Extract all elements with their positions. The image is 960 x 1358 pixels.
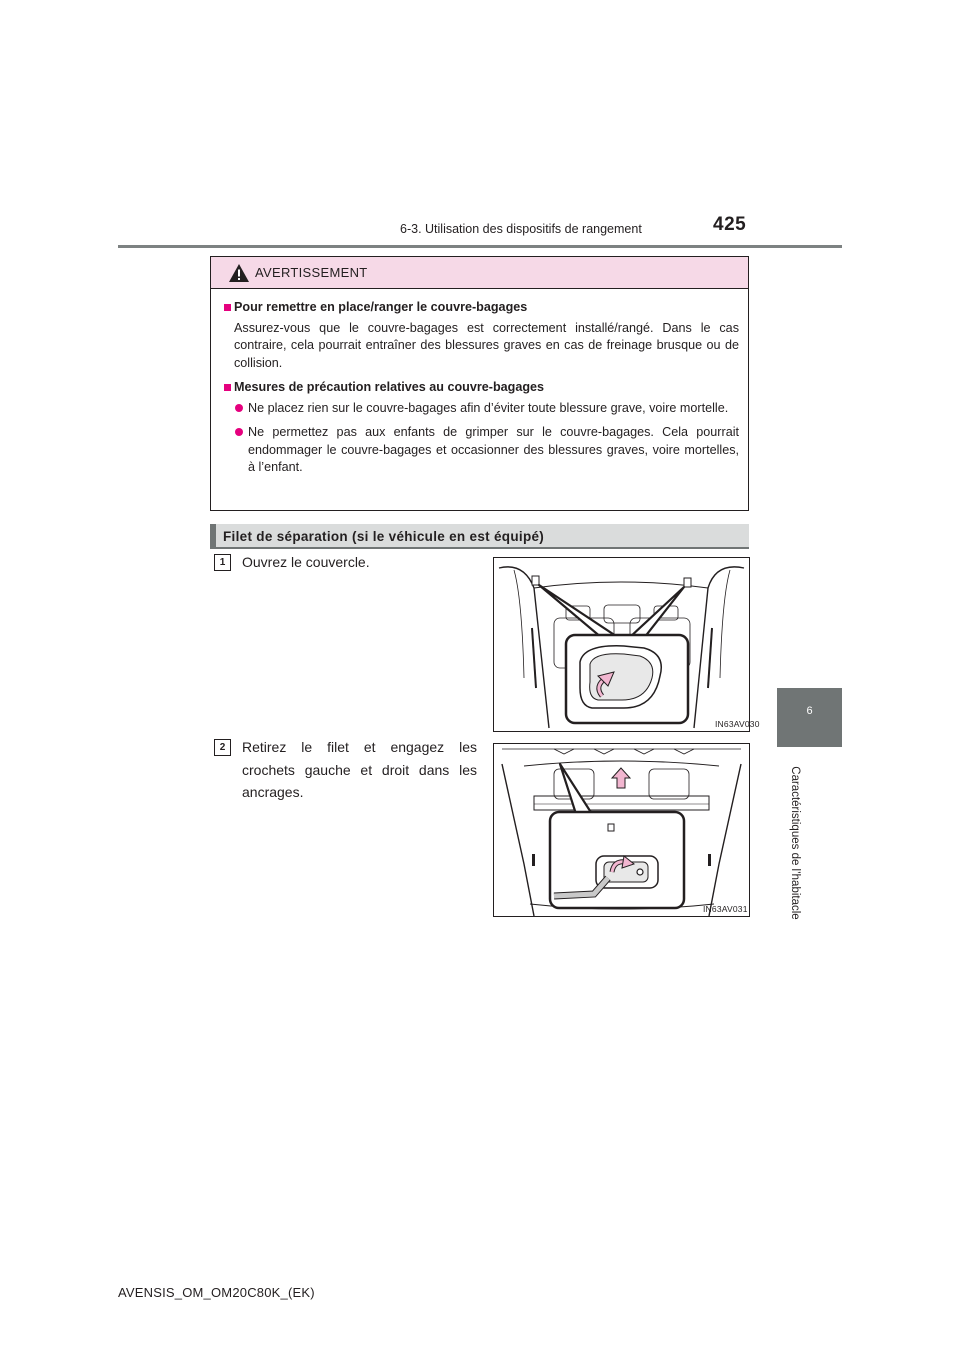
warning-bullet: Ne permettez pas aux enfants de grimper sur le couvre-bagages. Cela pourrait endommager le couvre-bagages et occasionner des blessures graves, voire mortelles, à l’enfant. [224, 424, 739, 477]
luggage-compartment-illustration [494, 558, 749, 731]
page-number: 425 [713, 214, 747, 235]
step-number-2: 2 [214, 739, 231, 756]
figure-code: IN63AV031 [703, 904, 748, 914]
step-text-2: Retirez le filet et engagez les crochets gauche et droit dans les ancrages. [242, 739, 477, 800]
step-text-1: Ouvrez le couvercle. [242, 554, 370, 570]
warning-subheading: Mesures de précaution relatives au couvre-bagages [224, 379, 739, 397]
figure-code: IN63AV030 [715, 719, 760, 729]
chapter-number: 6 [806, 705, 813, 717]
warning-paragraph: Assurez-vous que le couvre-bagages est correctement installé/rangé. Dans le cas contraire, cela pourrait entraîner des blessures graves en cas de freinage brusque ou de collision. [234, 320, 739, 370]
warning-body [224, 299, 739, 484]
figure-engage-hooks [493, 743, 750, 917]
warning-box [210, 256, 749, 511]
section-title: Filet de séparation (si le véhicule en est équipé) [223, 529, 545, 544]
section-breadcrumb: 6-3. Utilisation des dispositifs de rangement [400, 222, 642, 236]
chapter-tab [777, 688, 842, 747]
warning-bullet: Ne placez rien sur le couvre-bagages afin d’éviter toute blessure grave, voire mortelle. [224, 400, 739, 418]
section-heading-accent [210, 524, 216, 549]
chapter-title-wrap [785, 758, 801, 928]
warning-header [211, 257, 748, 289]
document-code: AVENSIS_OM_OM20C80K_(EK) [118, 1285, 315, 1300]
figure-open-cover [493, 557, 760, 732]
chapter-title: Caractéristiques de l’habitacle [789, 766, 801, 920]
section-heading-underline [210, 547, 749, 549]
warning-title: AVERTISSEMENT [255, 265, 368, 280]
warning-triangle-icon [228, 263, 250, 283]
step-number-1: 1 [214, 554, 231, 571]
warning-subheading: Pour remettre en place/ranger le couvre-bagages [224, 299, 739, 317]
cargo-net-illustration [494, 744, 749, 916]
header-divider [118, 245, 842, 248]
